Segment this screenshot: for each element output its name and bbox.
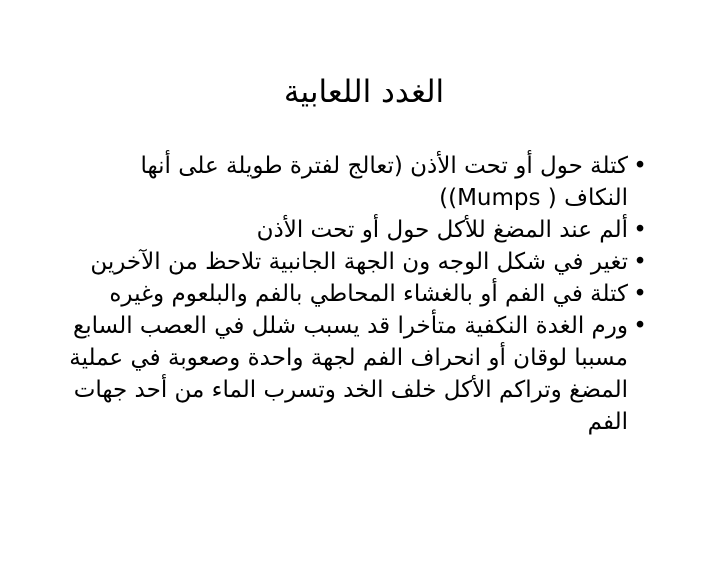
bullet-line: ورم الغدة النكفية متأخرا قد يسبب شلل في العصب السابع [73, 313, 628, 339]
bullet-line: تغير في شكل الوجه ون الجهة الجانبية تلاحظ من الآخرين [90, 249, 628, 275]
bullet-item [80, 278, 648, 310]
bullet-text [80, 150, 628, 214]
bullet-line: ألم عند المضغ للأكل حول أو تحت الأذن [256, 217, 628, 243]
bullet-dot-icon: • [633, 249, 647, 275]
bullet-line: كتلة حول أو تحت الأذن (تعالج لفترة طويلة على أنها [140, 153, 628, 179]
bullet-dot-icon: • [633, 313, 647, 339]
bullet-text [80, 278, 628, 310]
bullet-item [80, 150, 648, 214]
bullet-line: المضغ وتراكم الأكل خلف الخد وتسرب الماء من أحد جهات [73, 377, 628, 403]
bullet-item [69, 310, 648, 438]
bullet-text [80, 246, 628, 278]
bullet-dot-icon: • [633, 217, 647, 243]
bullet-line: مسببا لوقان أو انحراف الفم لجهة واحدة وصعوبة في عملية [69, 345, 628, 371]
slide-title: الغدد اللعابية [283, 74, 445, 110]
bullet-item [80, 214, 648, 246]
bullet-line: الفم [587, 409, 628, 435]
bullet-list [69, 150, 648, 438]
bullet-text [80, 214, 628, 246]
bullet-dot-icon: • [633, 153, 647, 179]
bullet-text [69, 310, 628, 438]
bullet-line: النكاف ( Mumps)) [439, 185, 628, 211]
bullet-line: كتلة في الفم أو بالغشاء المحاطي بالفم والبلعوم وغيره [109, 281, 628, 307]
bullet-dot-icon: • [633, 281, 647, 307]
bullet-item [80, 246, 648, 278]
